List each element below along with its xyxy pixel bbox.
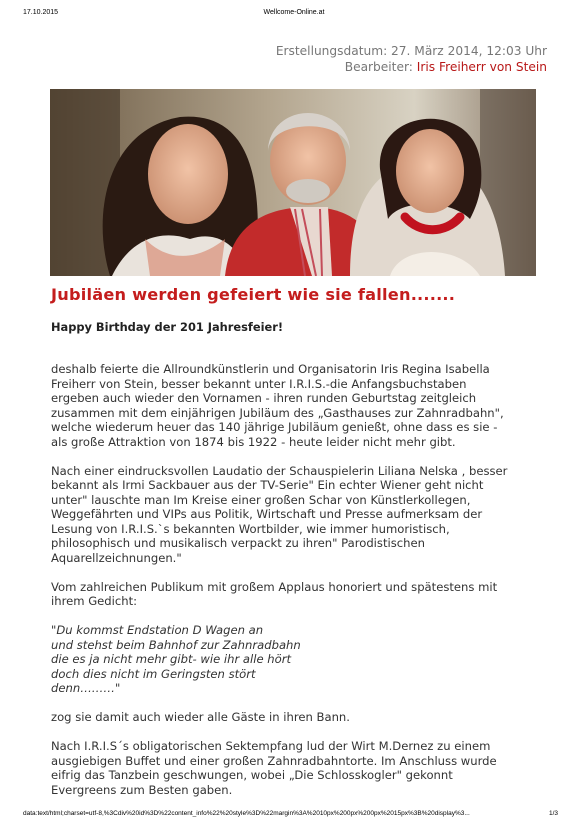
poem-line: und stehst beim Bahnhof zur Zahnradbahn — [51, 637, 301, 652]
poem-line: die es ja nicht mehr gibt- wie ihr alle hört — [51, 652, 292, 667]
print-header — [0, 9, 588, 21]
text-line: unter" lauschte man Im Kreise einer großen Schar von Künstlerkollegen, — [51, 492, 471, 507]
text-line: Freiherr von Stein, besser bekannt unter I.R.I.S.-die Anfangsbuchstaben — [51, 376, 467, 391]
text-line: ergeben auch wieder den Vornamen - ihren runden Geburtstag zeitgleich — [51, 391, 477, 405]
paragraph-5 — [51, 739, 556, 797]
poem-line: doch dies nicht im Geringsten stört — [51, 666, 256, 681]
text-line: Evergreens zum Besten gaben. — [51, 782, 233, 797]
text-line: Aquarellzeichnungen." — [51, 550, 182, 565]
text-line: Nach einer eindrucksvollen Laudatio der Schauspielerin Liliana Nelska , besser — [51, 463, 508, 478]
editor-label: Bearbeiter: — [344, 60, 413, 74]
text-line: zog sie damit auch wieder alle Gäste in ihren Bann. — [51, 710, 350, 725]
paragraph-2 — [51, 464, 556, 566]
text-line: zusammen mit dem einjährigen Jubiläum des „Gasthauses zur Zahnradbahn", — [51, 405, 504, 420]
text-line: als große Attraktion von 1874 bis 1922 - heute leider nicht mehr gibt. — [51, 434, 456, 449]
article-headline: Jubiläen werden gefeiert wie sie fallen....... — [51, 285, 456, 304]
editor-line — [276, 59, 547, 75]
page-number: 1/3 — [548, 810, 558, 817]
text-line: Weggefährten und VIPs aus Politik, Wirtschaft und Presse aufmerksam der — [51, 507, 483, 522]
text-line: bekannt als Irmi Sackbauer aus der TV-Serie" Ein echter Wiener geht nicht — [51, 478, 484, 493]
text-line: welche wiederum heuer das 140 jährige Jubiläum genießt, ohne dass es sie - — [51, 420, 498, 434]
poem — [51, 623, 556, 696]
text-line: ihrem Gedicht: — [51, 594, 138, 609]
paragraph-4 — [51, 710, 556, 725]
article-meta — [276, 43, 547, 75]
text-line: Lesung von I.R.I.S.`s bekannten Wortbilder, wie immer humoristisch, — [51, 521, 450, 536]
article-subheadline: Happy Birthday der 201 Jahresfeier! — [51, 320, 284, 334]
editor-name-link[interactable]: Iris Freiherr von Stein — [416, 60, 547, 74]
paragraph-3 — [51, 580, 556, 609]
poem-line: denn………" — [51, 681, 121, 696]
print-date: 17.10.2015 — [23, 9, 59, 16]
created-date: Erstellungsdatum: 27. März 2014, 12:03 Uhr — [275, 44, 547, 58]
print-site-title: Wellcome-Online.at — [263, 9, 325, 16]
print-url: data:text/html;charset=utf-8,%3Cdiv%20id%3D%22content_info%22%20style%3D%22margin%3A%2010px%200px%200px%2015px%3B%20display%3... — [23, 810, 470, 817]
text-line: eifrig das Tanzbein geschwungen, wobei „Die Schlosskogler" gekonnt — [51, 768, 453, 783]
print-footer — [0, 810, 588, 822]
text-line: philosophisch und musikalisch verpackt zu ihren" Parodistischen — [51, 536, 425, 551]
article-photo — [50, 89, 536, 276]
text-line: ausgiebigen Buffet und einer großen Zahnradbahntorte. Im Anschluss wurde — [51, 753, 497, 768]
poem-line: "Du kommst Endstation D Wagen an — [51, 623, 264, 638]
text-line: Nach I.R.I.S´s obligatorischen Sektempfang lud der Wirt M.Dernez zu einem — [51, 739, 491, 754]
paragraph-1 — [51, 362, 556, 449]
text-line: Vom zahlreichen Publikum mit großem Applaus honoriert und spätestens mit — [51, 579, 498, 594]
article-body — [51, 362, 556, 797]
text-line: deshalb feierte die Allroundkünstlerin und Organisatorin Iris Regina Isabella — [51, 362, 490, 376]
